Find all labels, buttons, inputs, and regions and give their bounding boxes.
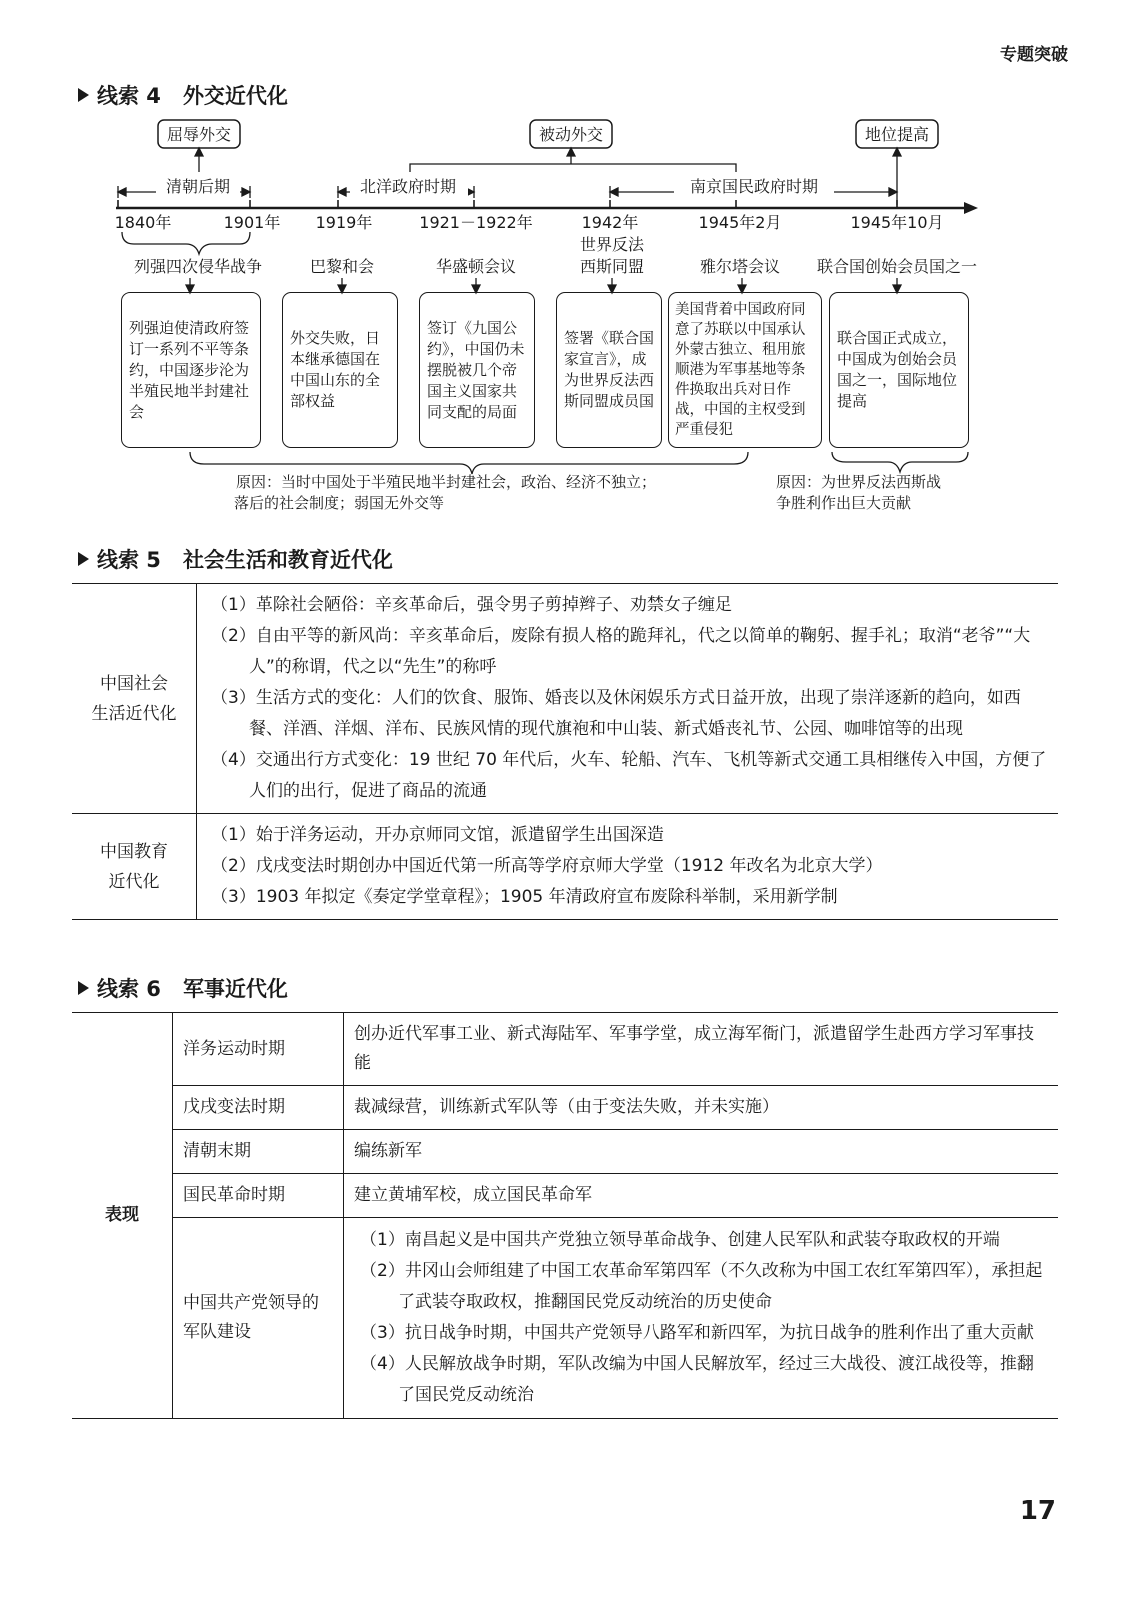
table-row — [72, 1174, 1058, 1218]
list-item: （3）抗日战争时期，中国共产党领导八路军和新四军，为抗日战争的胜利作出了重大贡献 — [360, 1323, 1034, 1343]
event-label: 列强四次侵华战争 — [133, 257, 263, 276]
play-triangle-icon — [78, 552, 89, 566]
social-education-table — [72, 583, 1058, 920]
list-item: （2）戊戌变法时期创办中国近代第一所高等学府京师大学堂（1912 年改名为北京大学） — [211, 856, 883, 876]
date-label: 1942年 — [581, 213, 639, 232]
row-header-line: 中国教育 — [100, 841, 168, 862]
section-6-heading — [78, 973, 288, 1003]
reason-line: 原因：当时中国处于半殖民地半封建社会，政治、经济不独立； — [236, 473, 657, 491]
row-content — [197, 814, 1059, 920]
list-item: （1）革除社会陋俗：辛亥革命后，强令男子剪掉辫子、劝禁女子缠足 — [211, 595, 732, 615]
row-content — [197, 584, 1059, 814]
date-label: 1901年 — [223, 213, 281, 232]
reason-text-1 — [236, 472, 656, 514]
period-cell: 中国共产党领导的军队建设 — [173, 1218, 344, 1419]
section-label: 线索 4 — [97, 84, 161, 108]
list-item: （1）南昌起义是中国共产党独立领导革命战争、创建人民军队和武装夺取政权的开端 — [360, 1230, 1000, 1250]
date-label: 1945年10月 — [850, 213, 944, 232]
date-label: 1921－1922年 — [419, 213, 533, 232]
period-cell: 洋务运动时期 — [173, 1013, 344, 1086]
phase-label: 地位提高 — [864, 125, 930, 144]
section-label: 线索 5 — [97, 548, 161, 572]
content-cell: 编练新军 — [344, 1130, 1059, 1174]
table-row — [72, 1218, 1058, 1419]
section-5-heading — [78, 544, 393, 574]
play-triangle-icon — [78, 981, 89, 995]
row-header: 表现 — [72, 1013, 173, 1419]
table-row — [72, 584, 1058, 814]
section-title: 社会生活和教育近代化 — [182, 548, 393, 572]
diplomacy-timeline — [0, 0, 1140, 300]
event-box: 签署《联合国家宣言》，成为世界反法西斯同盟成员国 — [556, 292, 662, 448]
list-item: （3）生活方式的变化：人们的饮食、服饰、婚丧以及休闲娱乐方式日益开放，出现了崇洋逐新的趋向，如西餐、洋酒、洋烟、洋布、民族风情的现代旗袍和中山装、新式婚丧礼节、公园、咖啡馆等的出现 — [211, 688, 1021, 739]
event-label: 雅尔塔会议 — [699, 257, 781, 276]
content-cell: 创办近代军事工业、新式海陆军、军事学堂，成立海军衙门，派遣留学生赴西方学习军事技能 — [344, 1013, 1059, 1086]
list-item: （4）交通出行方式变化：19 世纪 70 年代后，火车、轮船、汽车、飞机等新式交通工具相继传入中国，方便了人们的出行，促进了商品的流通 — [211, 750, 1047, 801]
event-box: 美国背着中国政府同意了苏联以中国承认外蒙古独立、租用旅顺港为军事基地等条件换取出兵对日作战，中国的主权受到严重侵犯 — [668, 292, 822, 448]
period-label: 北洋政府时期 — [359, 177, 457, 196]
date-label: 1945年2月 — [698, 213, 782, 232]
event-box: 列强迫使清政府签订一系列不平等条约，中国逐步沦为半殖民地半封建社会 — [121, 292, 261, 448]
section-title: 军事近代化 — [182, 977, 288, 1001]
row-header-line: 生活近代化 — [91, 703, 177, 724]
list-item: （3）1903 年拟定《奏定学堂章程》；1905 年清政府宣布废除科举制，采用新学制 — [211, 887, 838, 907]
event-label: 世界反法 — [579, 235, 645, 254]
list-item: （2）自由平等的新风尚：辛亥革命后，废除有损人格的跪拜礼，代之以简单的鞠躬、握手礼；取消“老爷”“大人”的称谓，代之以“先生”的称呼 — [211, 626, 1031, 677]
table-row — [72, 1086, 1058, 1130]
phase-label: 屈辱外交 — [166, 125, 232, 144]
section-label: 线索 6 — [97, 977, 161, 1001]
row-header-line: 近代化 — [108, 871, 160, 892]
table-row — [72, 1130, 1058, 1174]
page-number: 17 — [1019, 1496, 1056, 1526]
axis-arrow-icon — [964, 202, 978, 214]
row-header-line: 中国社会 — [100, 673, 168, 694]
list-item: （1）始于洋务运动，开办京师同文馆，派遣留学生出国深造 — [211, 825, 664, 845]
event-box: 签订《九国公约》，中国仍未摆脱被几个帝国主义国家共同支配的局面 — [419, 292, 535, 448]
event-box: 外交失败，日本继承德国在中国山东的全部权益 — [282, 292, 398, 448]
row-header — [72, 584, 197, 814]
reason-line: 争胜利作出巨大贡献 — [776, 494, 912, 512]
period-cell: 戊戌变法时期 — [173, 1086, 344, 1130]
event-label: 华盛顿会议 — [435, 257, 517, 276]
event-label: 西斯同盟 — [579, 257, 645, 276]
row-header — [72, 814, 197, 920]
list-item: （2）井冈山会师组建了中国工农革命军第四军（不久改称为中国工农红军第四军），承担起了武装夺取政权，推翻国民党反动统治的历史使命 — [360, 1261, 1043, 1312]
content-cell: 建立黄埔军校，成立国民革命军 — [344, 1174, 1059, 1218]
section-title: 外交近代化 — [182, 84, 288, 108]
period-label: 清朝后期 — [165, 177, 231, 196]
phase-label: 被动外交 — [538, 125, 604, 144]
date-label: 1919年 — [315, 213, 373, 232]
event-box: 联合国正式成立，中国成为创始会员国之一，国际地位提高 — [829, 292, 969, 448]
date-label: 1840年 — [114, 213, 172, 232]
reason-line: 落后的社会制度；弱国无外交等 — [234, 494, 445, 512]
list-item: （4）人民解放战争时期，军队改编为中国人民解放军，经过三大战役、渡江战役等，推翻了国民党反动统治 — [360, 1354, 1034, 1405]
content-cell: 裁减绿营，训练新式军队等（由于变法失败，并未实施） — [344, 1086, 1059, 1130]
period-label: 南京国民政府时期 — [689, 177, 819, 196]
reason-text-2 — [776, 472, 941, 514]
page-header: 专题突破 — [1000, 45, 1068, 65]
table-row — [72, 1013, 1058, 1086]
content-cell — [344, 1218, 1059, 1419]
reason-line: 原因：为世界反法西斯战 — [776, 473, 942, 491]
event-label: 联合国创始会员国之一 — [816, 257, 978, 276]
period-cell: 国民革命时期 — [173, 1174, 344, 1218]
period-cell: 清朝末期 — [173, 1130, 344, 1174]
event-label: 巴黎和会 — [309, 257, 375, 276]
military-table — [72, 1012, 1058, 1419]
table-row — [72, 814, 1058, 920]
